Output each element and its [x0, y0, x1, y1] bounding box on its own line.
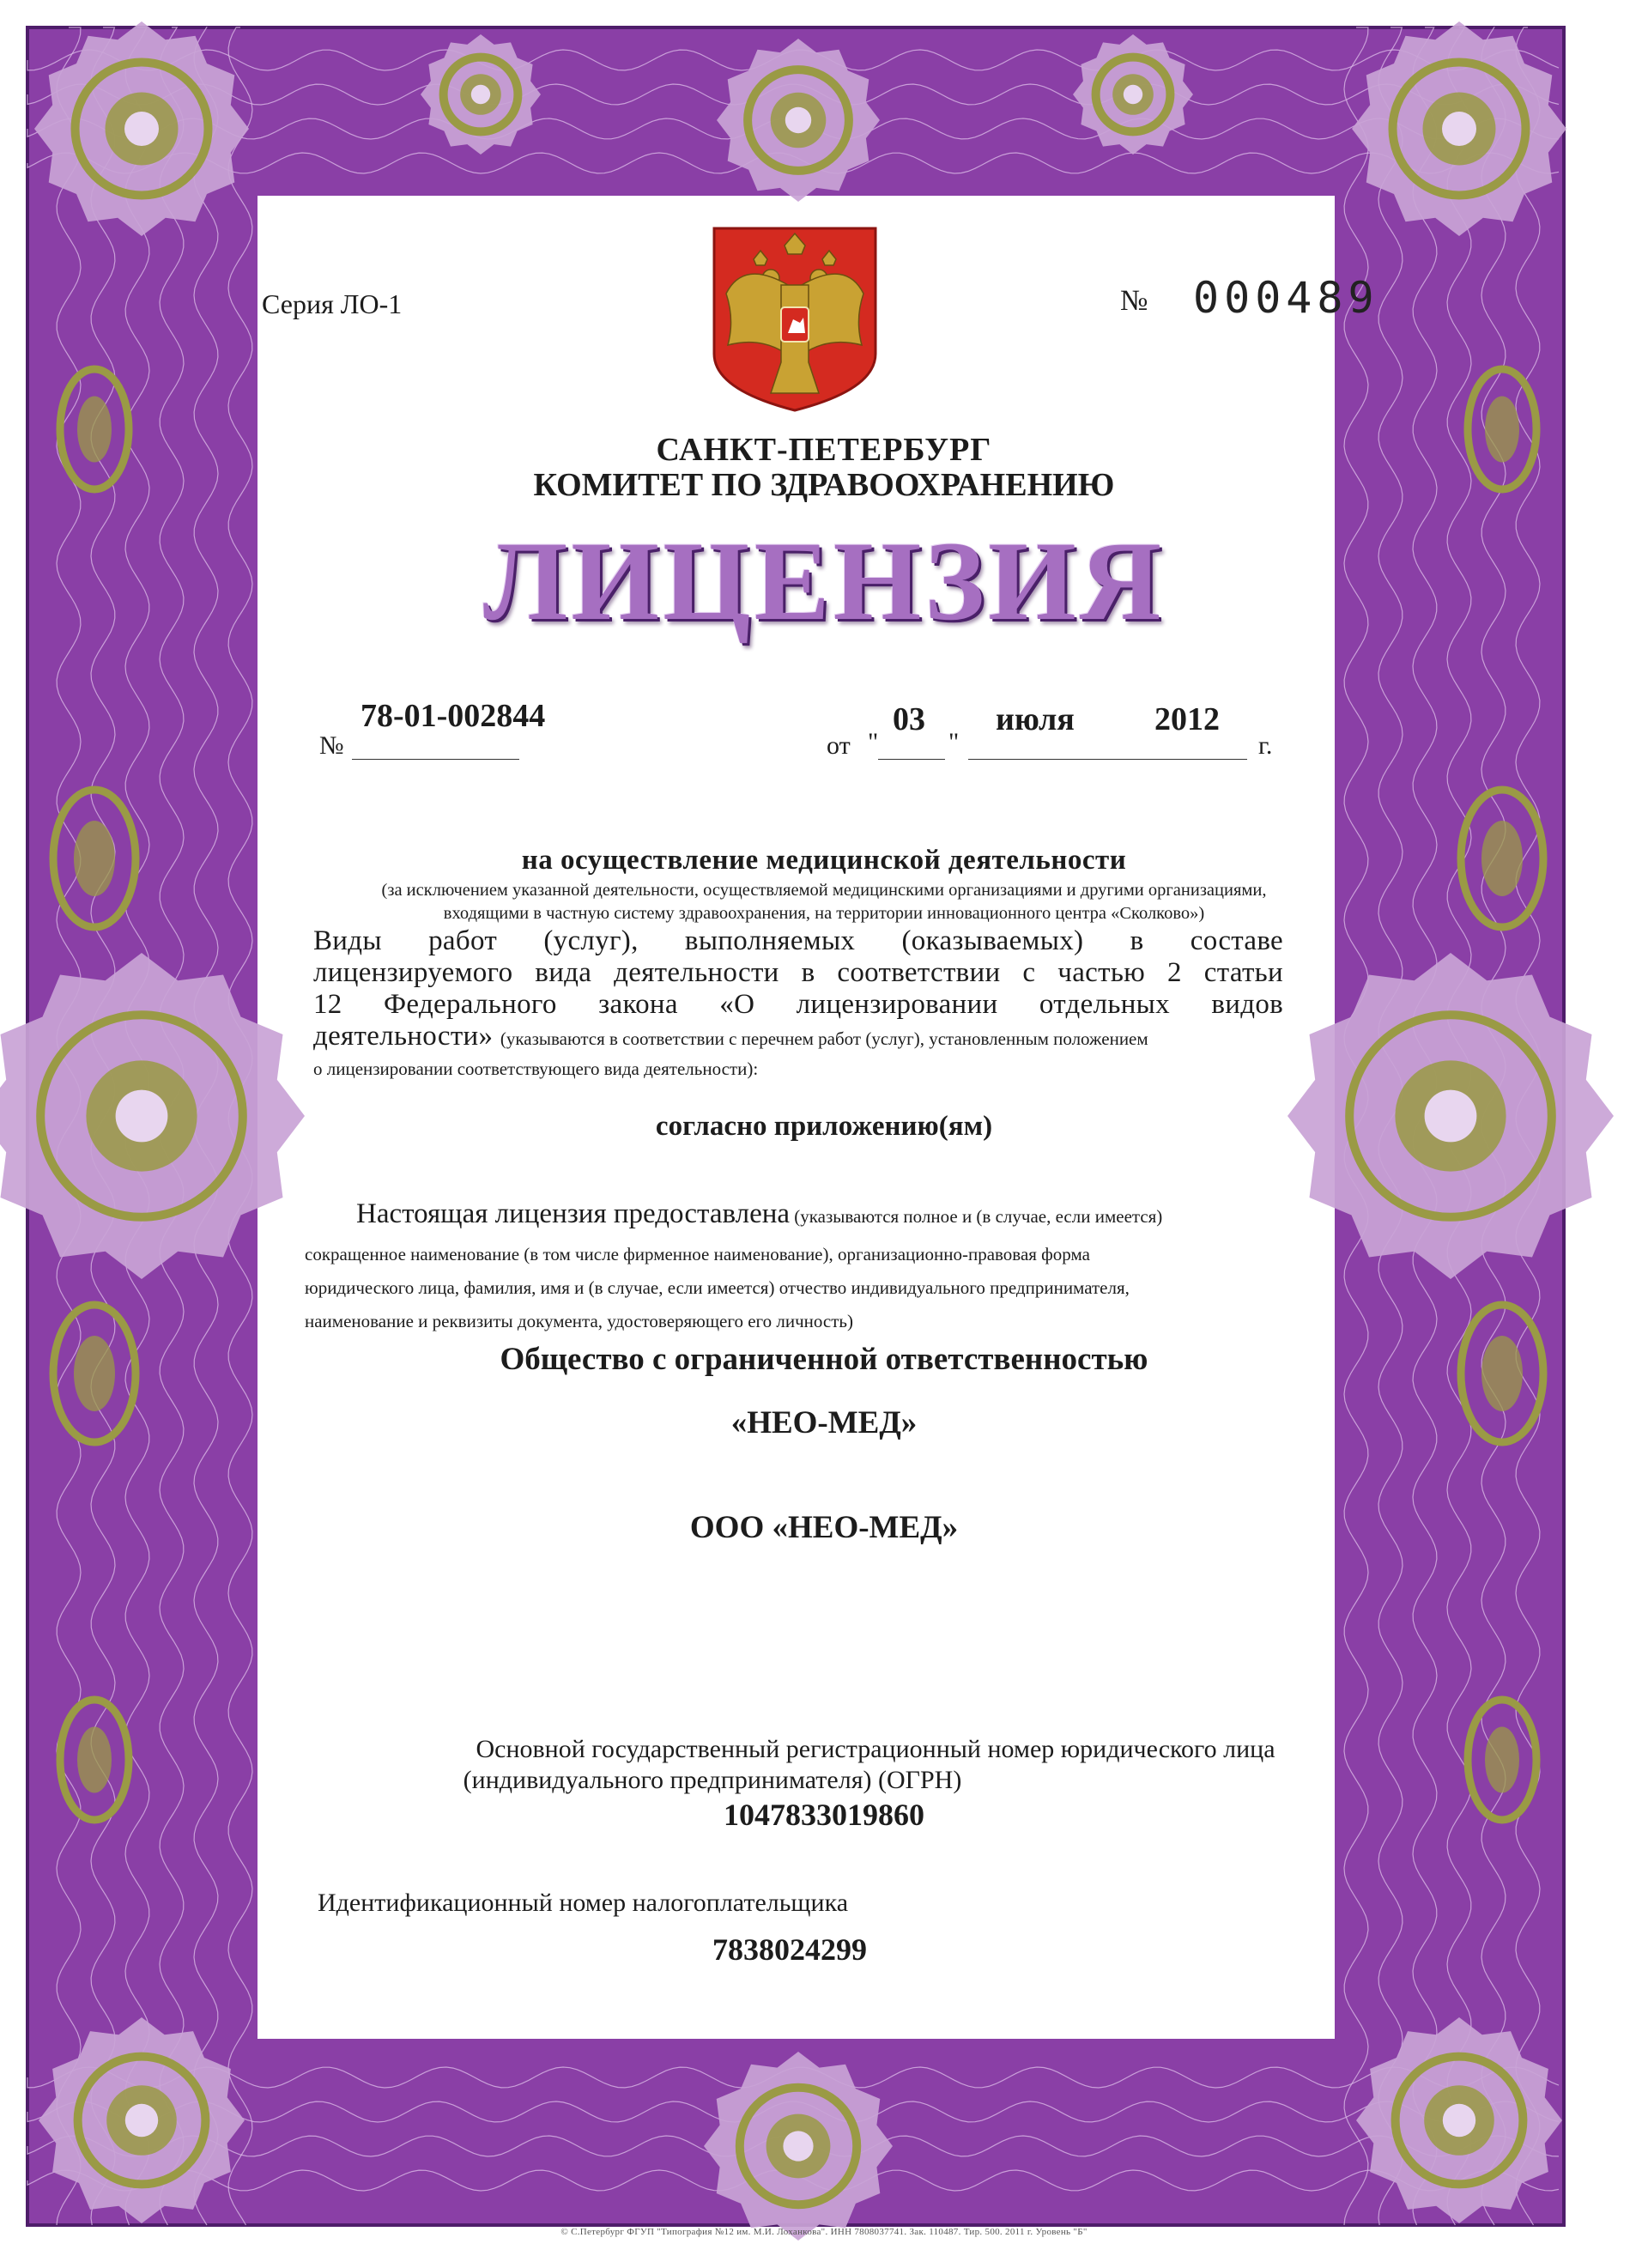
date-quote-open: "	[868, 728, 879, 756]
date-quote-close: "	[948, 728, 960, 756]
granted-note-2: сокращенное наименование (в том числе фирменное наименование), организационно-правовая форма	[305, 1244, 1090, 1264]
serial-number: 000489	[1193, 273, 1379, 323]
date-day-underline	[878, 759, 945, 760]
city-title: САНКТ-ПЕТЕРБУРГ	[656, 432, 992, 468]
document-title: ЛИЦЕНЗИЯ	[482, 518, 1166, 644]
works-line-3: 12 Федерального закона «О лицензировании отдельных видов	[313, 989, 1283, 1020]
series-label: Серия ЛО-1	[262, 288, 403, 319]
works-line-1: Виды работ (услуг), выполняемых (оказываемых) в составе	[313, 925, 1283, 956]
organization-short-name: ООО «НЕО-МЕД»	[689, 1510, 959, 1545]
date-from-label: от	[827, 731, 851, 760]
organization-full-name-2: «НЕО-МЕД»	[730, 1405, 918, 1440]
activity-title: на осуществление медицинской деятельности	[521, 845, 1127, 876]
inn-label: Идентификационный номер налогоплательщика	[318, 1889, 849, 1917]
works-line-5: о лицензировании соответствующего вида деятельности):	[313, 1058, 759, 1079]
granted-line-1	[356, 1198, 1162, 1234]
appendix-reference: согласно приложению(ям)	[655, 1111, 993, 1142]
license-number: 78-01-002844	[360, 698, 546, 734]
granted-note-4: наименование и реквизиты документа, удостоверяющего его личность)	[305, 1311, 853, 1331]
license-number-sign: №	[319, 731, 344, 760]
date-year-suffix: г.	[1258, 731, 1273, 760]
date-month-underline	[968, 759, 1247, 760]
license-number-underline	[352, 759, 519, 760]
ogrn-value: 1047833019860	[724, 1798, 924, 1832]
date-year: 2012	[1154, 701, 1220, 737]
date-month: июля	[996, 701, 1075, 737]
activity-note-2: входящими в частную систему здравоохранения, на территории инновационного центра «Сколково»)	[443, 904, 1205, 923]
coat-of-arms-icon	[709, 225, 881, 414]
works-line-4	[313, 1021, 1283, 1055]
serial-number-sign: №	[1120, 285, 1148, 317]
granted-note-3: юридического лица, фамилия, имя и (в случае, если имеется) отчество индивидуального предпринимателя,	[305, 1277, 1130, 1298]
activity-note-1: (за исключением указанной деятельности, осуществляемой медицинскими организациями и другими организациями,	[381, 881, 1267, 900]
works-line-4-main: деятельности»	[313, 1021, 494, 1052]
granted-note-1: (указываются полное и (в случае, если имеется)	[794, 1206, 1163, 1227]
inn-value: 7838024299	[712, 1932, 867, 1967]
granted-lead: Настоящая лицензия предоставлена	[356, 1198, 791, 1229]
ogrn-label-1: Основной государственный регистрационный номер юридического лица	[476, 1735, 1275, 1763]
ogrn-label-2: (индивидуального предпринимателя) (ОГРН)	[463, 1766, 962, 1794]
works-paragraph	[313, 925, 1283, 1082]
printer-imprint: © С.Петербург ФГУП "Типография №12 им. М.И. Лоханкова". ИНН 7808037741. Зак. 110487. Тир. 500. 2011 г. Уровень "Б"	[560, 2227, 1088, 2237]
issuer-title: КОМИТЕТ ПО ЗДРАВООХРАНЕНИЮ	[533, 467, 1115, 503]
date-day: 03	[893, 701, 925, 737]
works-line-4-note: (указываются в соответствии с перечнем работ (услуг), установленным положением	[500, 1028, 1148, 1049]
organization-full-name-1: Общество с ограниченной ответственностью	[500, 1342, 1148, 1377]
works-line-2: лицензируемого вида деятельности в соответствии с частью 2 статьи	[313, 957, 1283, 988]
